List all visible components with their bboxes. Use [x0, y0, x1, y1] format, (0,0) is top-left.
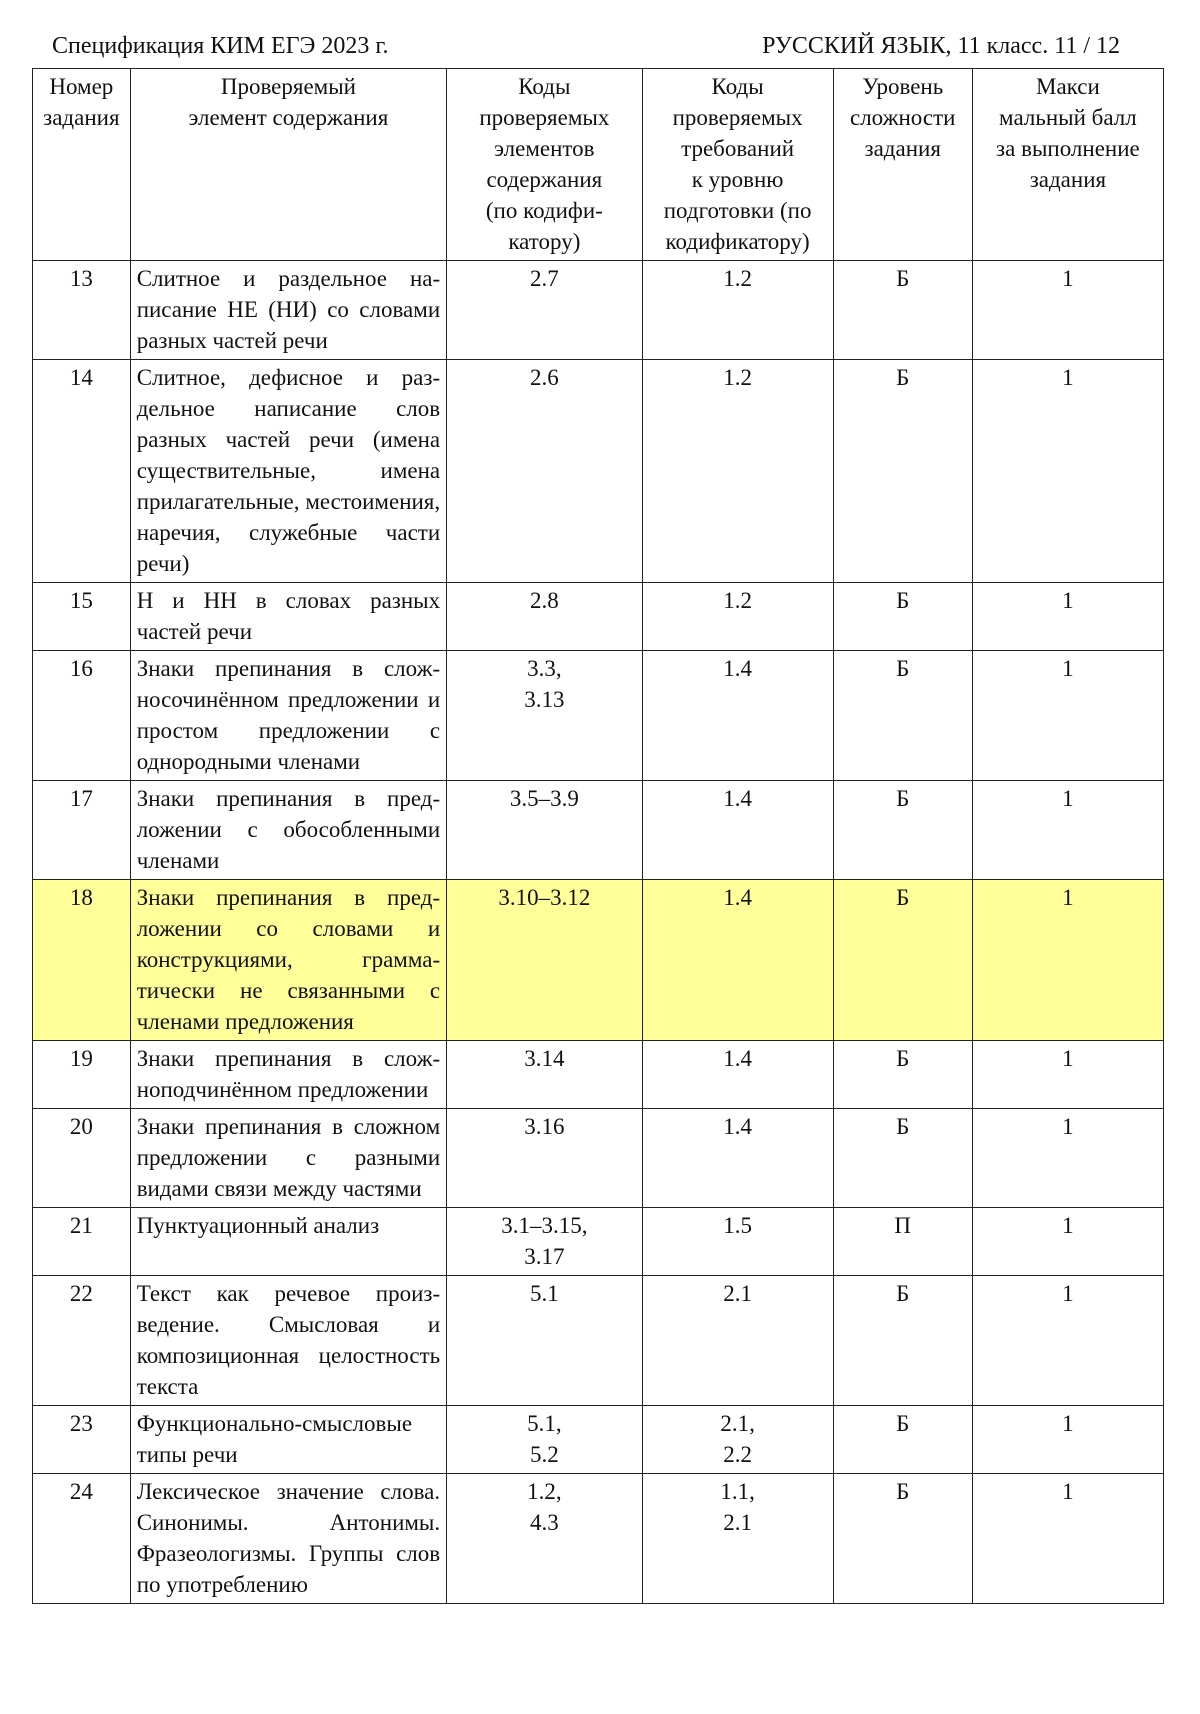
table-row [33, 261, 1164, 360]
max-score: 1 [972, 1474, 1163, 1604]
requirement-codes: 1.4 [642, 880, 833, 1041]
difficulty-level: Б [833, 781, 972, 880]
content-codes: 3.16 [447, 1109, 642, 1208]
table-header [33, 69, 1164, 261]
difficulty-level: Б [833, 1474, 972, 1604]
content-codes: 1.2, 4.3 [447, 1474, 642, 1604]
table-row [33, 651, 1164, 781]
content-element: Слитное, дефисное и раздельное написание слов разных частей речи (имена существительные, имена прилагательные, местоимения, наречия, служебные части речи) [130, 360, 446, 583]
spec-title: Спецификация КИМ ЕГЭ 2023 г. [52, 33, 389, 59]
table-row [33, 583, 1164, 651]
table-row [33, 1406, 1164, 1474]
content-element: Знаки препинания в предложении с обособленными членами [130, 781, 446, 880]
content-element: Н и НН в словах разных частей речи [130, 583, 446, 651]
table-row [33, 1474, 1164, 1604]
requirement-codes: 1.4 [642, 651, 833, 781]
page-header [52, 28, 1120, 64]
content-codes: 3.14 [447, 1041, 642, 1109]
header-row [33, 69, 1164, 261]
content-element: Лексическое значение слова. Синонимы. Антонимы. Фразеологизмы. Группы слов по употреблению [130, 1474, 446, 1604]
requirement-codes: 1.4 [642, 781, 833, 880]
content-codes: 3.3, 3.13 [447, 651, 642, 781]
content-codes: 5.1 [447, 1276, 642, 1406]
difficulty-level: Б [833, 583, 972, 651]
max-score: 1 [972, 360, 1163, 583]
requirement-codes: 1.4 [642, 1041, 833, 1109]
difficulty-level: Б [833, 261, 972, 360]
difficulty-level: Б [833, 1276, 972, 1406]
max-score: 1 [972, 1406, 1163, 1474]
requirement-codes: 1.5 [642, 1208, 833, 1276]
requirement-codes: 1.2 [642, 360, 833, 583]
task-number: 21 [33, 1208, 131, 1276]
max-score: 1 [972, 1276, 1163, 1406]
content-codes: 3.5–3.9 [447, 781, 642, 880]
content-codes: 2.7 [447, 261, 642, 360]
content-element: Знаки препинания в предложении со словами и конструкциями, грамматически не связанными с членами предложения [130, 880, 446, 1041]
max-score: 1 [972, 880, 1163, 1041]
requirement-codes: 2.1 [642, 1276, 833, 1406]
content-element: Знаки препинания в сложноподчинённом предложении [130, 1041, 446, 1109]
requirement-codes: 1.1, 2.1 [642, 1474, 833, 1604]
task-number: 14 [33, 360, 131, 583]
task-number: 13 [33, 261, 131, 360]
difficulty-level: Б [833, 880, 972, 1041]
max-score: 1 [972, 583, 1163, 651]
content-element: Слитное и раздельное написание НЕ (НИ) со словами разных частей речи [130, 261, 446, 360]
content-codes: 3.1–3.15, 3.17 [447, 1208, 642, 1276]
table-row [33, 781, 1164, 880]
task-number: 20 [33, 1109, 131, 1208]
column-header-difficulty-level: Уровень сложности задания [833, 69, 972, 261]
content-element: Пунктуационный анализ [130, 1208, 446, 1276]
column-header-content-codes: Коды проверяемых элементов содержания (по кодифи- катору) [447, 69, 642, 261]
column-header-task-number: Номер задания [33, 69, 131, 261]
content-codes: 3.10–3.12 [447, 880, 642, 1041]
max-score: 1 [972, 1208, 1163, 1276]
spec-table [32, 68, 1164, 1604]
task-number: 23 [33, 1406, 131, 1474]
task-number: 15 [33, 583, 131, 651]
difficulty-level: Б [833, 1041, 972, 1109]
max-score: 1 [972, 1041, 1163, 1109]
max-score: 1 [972, 1109, 1163, 1208]
content-codes: 2.6 [447, 360, 642, 583]
table-row-highlighted [33, 880, 1164, 1041]
table-row [33, 360, 1164, 583]
table-row [33, 1109, 1164, 1208]
difficulty-level: Б [833, 1109, 972, 1208]
table-row [33, 1276, 1164, 1406]
task-number: 24 [33, 1474, 131, 1604]
column-header-content-element: Проверяемый элемент содержания [130, 69, 446, 261]
difficulty-level: Б [833, 1406, 972, 1474]
difficulty-level: Б [833, 360, 972, 583]
content-codes: 2.8 [447, 583, 642, 651]
task-number: 18 [33, 880, 131, 1041]
content-element: Функционально-смысловые типы речи [130, 1406, 446, 1474]
table-row [33, 1041, 1164, 1109]
max-score: 1 [972, 781, 1163, 880]
table-body [33, 261, 1164, 1604]
difficulty-level: Б [833, 651, 972, 781]
subject-page-label: РУССКИЙ ЯЗЫК, 11 класс. 11 / 12 [762, 33, 1120, 59]
requirement-codes: 1.2 [642, 261, 833, 360]
max-score: 1 [972, 261, 1163, 360]
task-number: 16 [33, 651, 131, 781]
content-element: Текст как речевое произведение. Смысловая и композиционная целостность текста [130, 1276, 446, 1406]
content-codes: 5.1, 5.2 [447, 1406, 642, 1474]
requirement-codes: 1.4 [642, 1109, 833, 1208]
max-score: 1 [972, 651, 1163, 781]
requirement-codes: 2.1, 2.2 [642, 1406, 833, 1474]
column-header-requirement-codes: Коды проверяемых требований к уровню подготовки (по кодификатору) [642, 69, 833, 261]
task-number: 19 [33, 1041, 131, 1109]
task-number: 17 [33, 781, 131, 880]
difficulty-level: П [833, 1208, 972, 1276]
requirement-codes: 1.2 [642, 583, 833, 651]
column-header-max-score: Макси мальный балл за выполнение задания [972, 69, 1163, 261]
table-row [33, 1208, 1164, 1276]
content-element: Знаки препинания в сложносочинённом предложении и простом предложении с однородными членами [130, 651, 446, 781]
content-element: Знаки препинания в сложном предложении с разными видами связи между частями [130, 1109, 446, 1208]
task-number: 22 [33, 1276, 131, 1406]
